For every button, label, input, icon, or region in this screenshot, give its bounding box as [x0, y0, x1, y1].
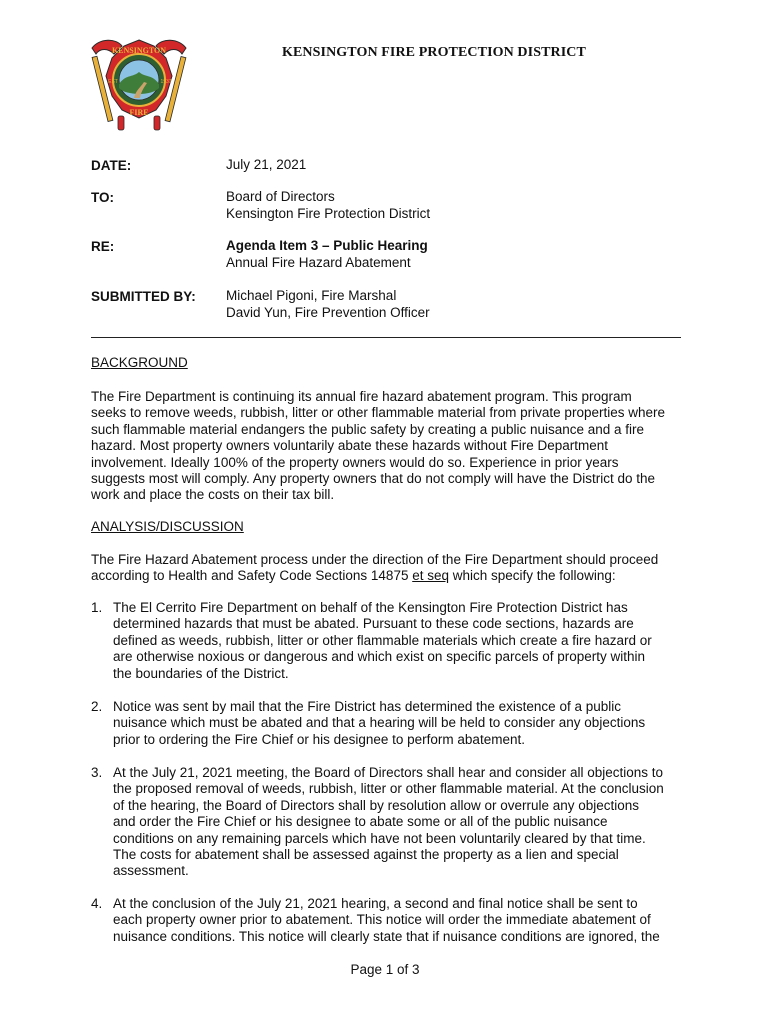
submitter-line: David Yun, Fire Prevention Officer: [226, 304, 430, 320]
list-line: prior to ordering the Fire Chief or his designee to perform abatement.: [113, 731, 525, 747]
district-logo: [86, 36, 192, 136]
paragraph-line: The Fire Department is continuing its annual fire hazard abatement program. This program: [91, 389, 632, 404]
svg-text:EST: EST: [108, 79, 118, 85]
paragraph-line: suggests most will comply. Any property owners that do not comply will have the District do the: [91, 471, 655, 487]
background-paragraph: [91, 389, 685, 504]
to-line: Board of Directors: [226, 189, 335, 204]
list-line: the proposed removal of weeds, rubbish, litter or other flammable material. At the conclusion: [113, 781, 664, 797]
to-label: TO:: [91, 190, 114, 205]
list-number: 3.: [91, 765, 103, 780]
paragraph-line: work and place the costs on their tax bill.: [91, 487, 335, 503]
analysis-heading: ANALYSIS/DISCUSSION: [91, 519, 244, 534]
analysis-intro: [91, 552, 685, 585]
list-line: and order the Fire Chief or his designee to abate some or all of the public nuisance: [113, 814, 608, 830]
list-line: each property owner prior to abatement. This notice will order the immediate abatement of: [113, 912, 651, 928]
header-divider: [91, 337, 681, 338]
list-line: conditions on any remaining parcels which have not been voluntarily cleared by that time.: [113, 830, 646, 846]
list-line: are otherwise noxious or dangerous and which exist on specific parcels of property within: [113, 649, 646, 665]
list-line: The El Cerrito Fire Department on behalf of the Kensington Fire Protection District has: [113, 600, 628, 615]
list-line: the boundaries of the District.: [113, 665, 289, 681]
list-line: At the conclusion of the July 21, 2021 hearing, a second and final notice shall be sent to: [113, 896, 638, 911]
organization-title: KENSINGTON FIRE PROTECTION DISTRICT: [282, 45, 586, 60]
submitted-by-label: SUBMITTED BY:: [91, 289, 196, 304]
list-line: determined hazards that must be abated. Pursuant to these code sections, hazards are: [113, 616, 634, 632]
re-subject: [226, 238, 428, 271]
page-number: Page 1 of 3: [350, 962, 420, 977]
list-line: At the July 21, 2021 meeting, the Board of Directors shall hear and consider all objections to: [113, 765, 664, 780]
list-line: Notice was sent by mail that the Fire District has determined the existence of a public: [113, 699, 621, 714]
paragraph-line: hazard. Most property owners voluntarily abate these hazards without Fire Department: [91, 438, 609, 454]
paragraph-line: [91, 568, 685, 584]
to-line: Kensington Fire Protection District: [226, 205, 431, 221]
date-label: DATE:: [91, 158, 132, 173]
paragraph-line: The Fire Hazard Abatement process under the direction of the Fire Department should proceed: [91, 552, 659, 567]
paragraph-line: involvement. Ideally 100% of the property owners would do so. Experience in prior years: [91, 454, 619, 470]
list-line: defined as weeds, rubbish, litter or other flammable materials which create a fire hazard or: [113, 632, 652, 648]
list-number: 4.: [91, 896, 103, 911]
paragraph-line: such flammable material endangers the public safety by creating a public nuisance and a fire: [91, 421, 645, 437]
list-line: assessment.: [113, 863, 189, 879]
date-value: July 21, 2021: [226, 157, 307, 172]
list-line: nuisance which must be abated and that a hearing will be held to consider any objections: [113, 715, 646, 731]
submitter-line: Michael Pigoni, Fire Marshal: [226, 288, 397, 303]
svg-text:FIRE: FIRE: [129, 108, 149, 117]
list-number: 1.: [91, 600, 103, 615]
intro-text: which specify the following:: [449, 568, 616, 584]
svg-text:KENSINGTON: KENSINGTON: [111, 46, 167, 55]
re-title: Agenda Item 3 – Public Hearing: [226, 238, 428, 253]
list-number: 2.: [91, 699, 103, 714]
submitted-by: [226, 288, 430, 321]
et-seq-citation: et seq: [412, 568, 449, 584]
paragraph-line: seeks to remove weeds, rubbish, litter or other flammable material from private properties where: [91, 405, 665, 421]
svg-text:1937: 1937: [160, 79, 172, 85]
list-line: The costs for abatement shall be assessed against the property as a lien and special: [113, 847, 619, 863]
list-line: nuisance conditions. This notice will clearly state that if nuisance conditions are ignored, the: [113, 928, 660, 944]
intro-text: according to Health and Safety Code Sections 14875: [91, 568, 413, 584]
background-heading: BACKGROUND: [91, 355, 188, 370]
list-line: of the hearing, the Board of Directors shall by resolution allow or overrule any objections: [113, 797, 640, 813]
re-subtitle: Annual Fire Hazard Abatement: [226, 254, 411, 270]
to-recipients: [226, 189, 430, 222]
re-label: RE:: [91, 239, 115, 254]
